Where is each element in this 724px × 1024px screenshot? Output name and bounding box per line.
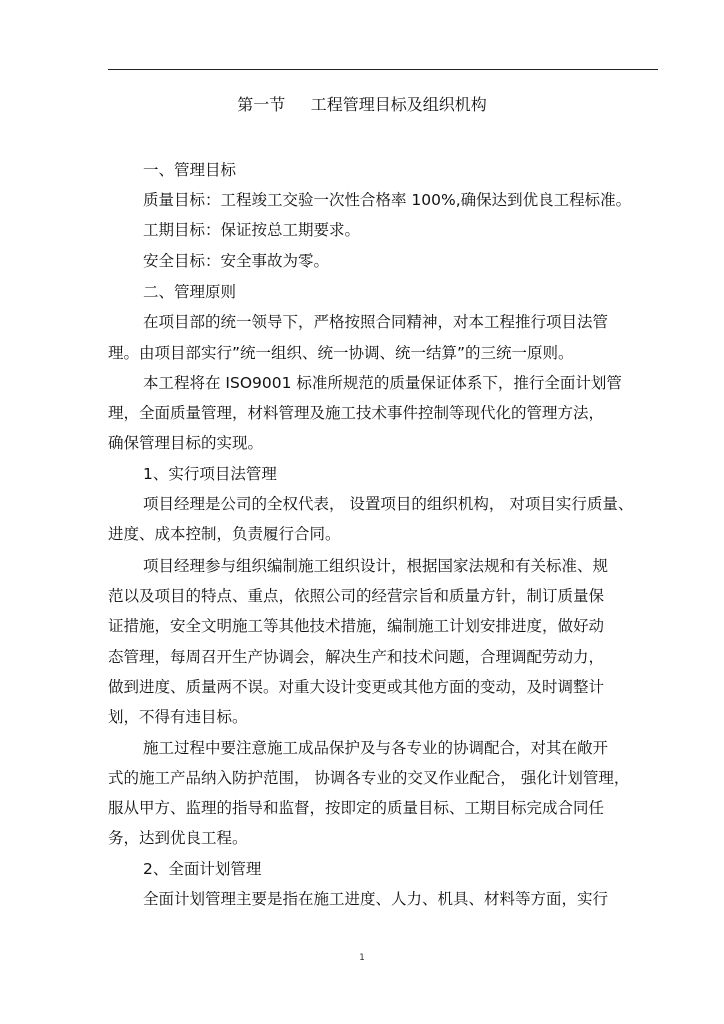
paragraph-line: 确保管理目标的实现。 — [108, 434, 264, 452]
paragraph-line: 务，达到优良工程。 — [108, 829, 248, 847]
paragraph-line: 态管理，每周召开生产协调会，解决生产和技术问题，合理调配劳动力， — [108, 648, 605, 666]
paragraph-line: 施工过程中要注意施工成品保护及与各专业的协调配合，对其在敞开 — [143, 739, 609, 757]
paragraph-line: 理。由项目部实行”统一组织、统一协调、统一结算”的三统一原则。 — [108, 344, 574, 362]
schedule-goal-text: 工期目标：保证按总工期要求。 — [143, 221, 361, 239]
header-rule — [108, 69, 658, 70]
heading-management-principles: 二、管理原则 — [143, 283, 237, 301]
paragraph-line: 证措施，安全文明施工等其他技术措施，编制施工计划安排进度，做好动 — [108, 617, 605, 635]
paragraph-line: 本工程将在 ISO9001 标准所规范的质量保证体系下，推行全面计划管 — [143, 374, 622, 392]
paragraph-line: 划，不得有违目标。 — [108, 708, 248, 726]
safety-goal-text: 安全目标：安全事故为零。 — [143, 252, 330, 270]
subheading-project-management: 1、实行项目法管理 — [143, 465, 277, 483]
paragraph-line: 理，全面质量管理，材料管理及施工技术事件控制等现代化的管理方法， — [108, 404, 605, 422]
section-title: 第一节 工程管理目标及组织机构 — [237, 95, 487, 114]
paragraph-line: 做到进度、质量两不误。对重大设计变更或其他方面的变动，及时调整计 — [108, 678, 605, 696]
quality-goal-text: 质量目标：工程竣工交验一次性合格率 100%,确保达到优良工程标准。 — [143, 191, 632, 209]
paragraph-line: 范以及项目的特点、重点，依照公司的经营宗旨和质量方针，制订质量保 — [108, 587, 605, 605]
page-number: 1 — [359, 953, 365, 963]
paragraph-line: 项目经理参与组织编制施工组织设计，根据国家法规和有关标准、规 — [143, 557, 609, 575]
heading-management-goals: 一、管理目标 — [143, 161, 237, 179]
paragraph-line: 式的施工产品纳入防护范围， 协调各专业的交叉作业配合， 强化计划管理， — [108, 769, 630, 787]
subheading-comprehensive-planning: 2、全面计划管理 — [143, 860, 262, 878]
paragraph-line: 进度、成本控制，负责履行合同。 — [108, 525, 341, 543]
paragraph-line: 项目经理是公司的全权代表， 设置项目的组织机构， 对项目实行质量、 — [143, 495, 634, 513]
paragraph-line: 全面计划管理主要是指在施工进度、人力、机具、材料等方面，实行 — [143, 890, 609, 908]
paragraph-line: 服从甲方、监理的指导和监督，按即定的质量目标、工期目标完成合同任 — [108, 799, 605, 817]
paragraph-line: 在项目部的统一领导下，严格按照合同精神，对本工程推行项目法管 — [143, 313, 609, 331]
